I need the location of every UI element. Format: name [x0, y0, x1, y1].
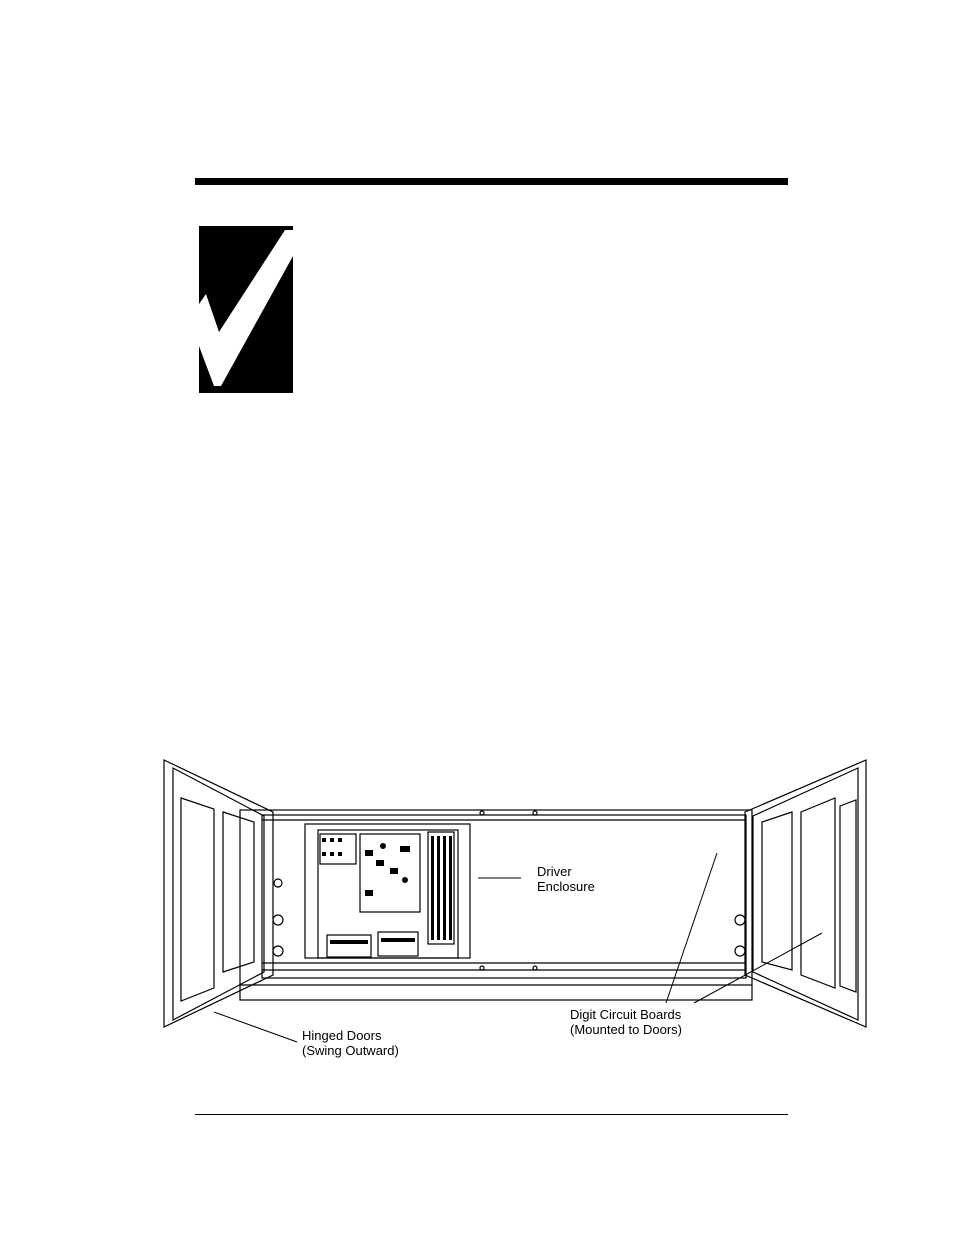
bottom-rule — [195, 1114, 788, 1115]
callout-text: (Swing Outward) — [302, 1043, 399, 1058]
digit-board-leader — [666, 853, 717, 1003]
hinged-doors-callout — [302, 1028, 399, 1058]
right-door-board — [840, 800, 856, 992]
right-door-inner — [753, 768, 858, 1020]
callout-text: Enclosure — [537, 879, 595, 894]
left-door-board — [223, 812, 254, 972]
digit-board-leader — [694, 933, 822, 1003]
callout-text: Digit Circuit Boards — [570, 1007, 682, 1022]
right-door-board — [762, 812, 792, 970]
left-door — [164, 760, 273, 1027]
callout-text: (Mounted to Doors) — [570, 1022, 682, 1037]
cabinet-inner — [262, 815, 746, 978]
digit-circuit-boards-callout — [570, 1007, 682, 1037]
callout-text: Driver — [537, 864, 572, 879]
left-door-inner — [173, 768, 264, 1020]
cabinet-body — [240, 810, 752, 1000]
left-door-board — [181, 798, 214, 1001]
right-door-board — [801, 798, 835, 988]
hinged-door-leader — [214, 1012, 297, 1042]
callout-text: Hinged Doors — [302, 1028, 382, 1043]
right-door — [745, 760, 866, 1027]
driver-enclosure-callout — [537, 864, 595, 894]
